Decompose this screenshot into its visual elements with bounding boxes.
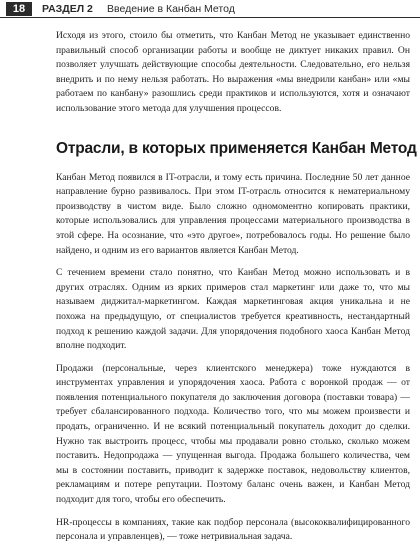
header-rule [0, 17, 420, 18]
running-header [0, 0, 420, 18]
paragraph-gap [56, 354, 410, 362]
page-body [56, 29, 417, 545]
paragraph-gap [56, 258, 410, 266]
section-label: РАЗДЕЛ 2 [42, 3, 93, 15]
section-title: Введение в Канбан Метод [107, 3, 235, 15]
section-heading: Отрасли, в которых применяется Канбан Метод [56, 139, 417, 157]
paragraph-intro: Исходя из этого, стоило бы отметить, что Канбан Метод не указывает единственно правильный способ организации работы и вообще не диктует никаких правил. Он позволяет улучшать действующие способы деятельности. Следовательно, его нельзя внедрить и по нему нельзя работать. Но выражения «мы внедрили канбан» или «мы работаем по канбану» разошлись среди практиков и используются, хотя и означают использование этого метода для улучшения процессов. [56, 30, 410, 114]
paragraph-sales: Продажи (персональные, через клиентского менеджера) тоже нуждаются в инструментах управления и упорядочения хаоса. Работа с воронкой продаж — от появления потенциального покупателя до заключения договора (поставки товара) — требует сбалансированного подхода. Количество того, что мы можем произвести и продать, ограниченно. И не всякий потенциальный покупатель доходит до сделки. Нужно так выстроить процесс, чтобы мы продавали ровно столько, сколько можем поставить. Недопродажа — упущенная выгода. Продажа большего количества, чем мы в состоянии поставить, приводит к задержке поставок, недовольству клиентов, рекламациям и потере репутации. Поэтому баланс очень важен, и Канбан Метод подходит для того, чтобы его обеспечить. [56, 362, 410, 506]
paragraph-it: Канбан Метод появился в IT-отрасли, и тому есть причина. Последние 50 лет данное направление бурно развивалось. При этом IT-отрасль относится к нематериальному производству в чистом виде. Было сложно одномоментно копировать практики, которые использовались для управления процессами материального производства в этой сфере. На осознание, что «это другое», потребовалось годы. Но решение было найдено, и одним из его вариантов является Канбан Метод. [56, 171, 410, 256]
paragraph-gap [56, 508, 410, 516]
paragraph-hr: HR-процессы в компаниях, такие как подбор персонала (высококвалифицированного персонала и управленцев), — тоже нетривиальная задача. [56, 516, 410, 543]
paragraph-marketing: С течением времени стало понятно, что Канбан Метод можно использовать и в других отраслях. Одним из ярких примеров стал маркетинг или даже то, что мы называем диджитал-маркетингом. Каждая маркетинговая акция уникальна и не похожа на предыдущую, от специалистов требуется креативность, нестандартный подход к решению каждой задачи. Для упорядочения подобного хаоса Канбан Метод вполне подходит. [56, 267, 410, 352]
page-number: 18 [6, 2, 32, 16]
